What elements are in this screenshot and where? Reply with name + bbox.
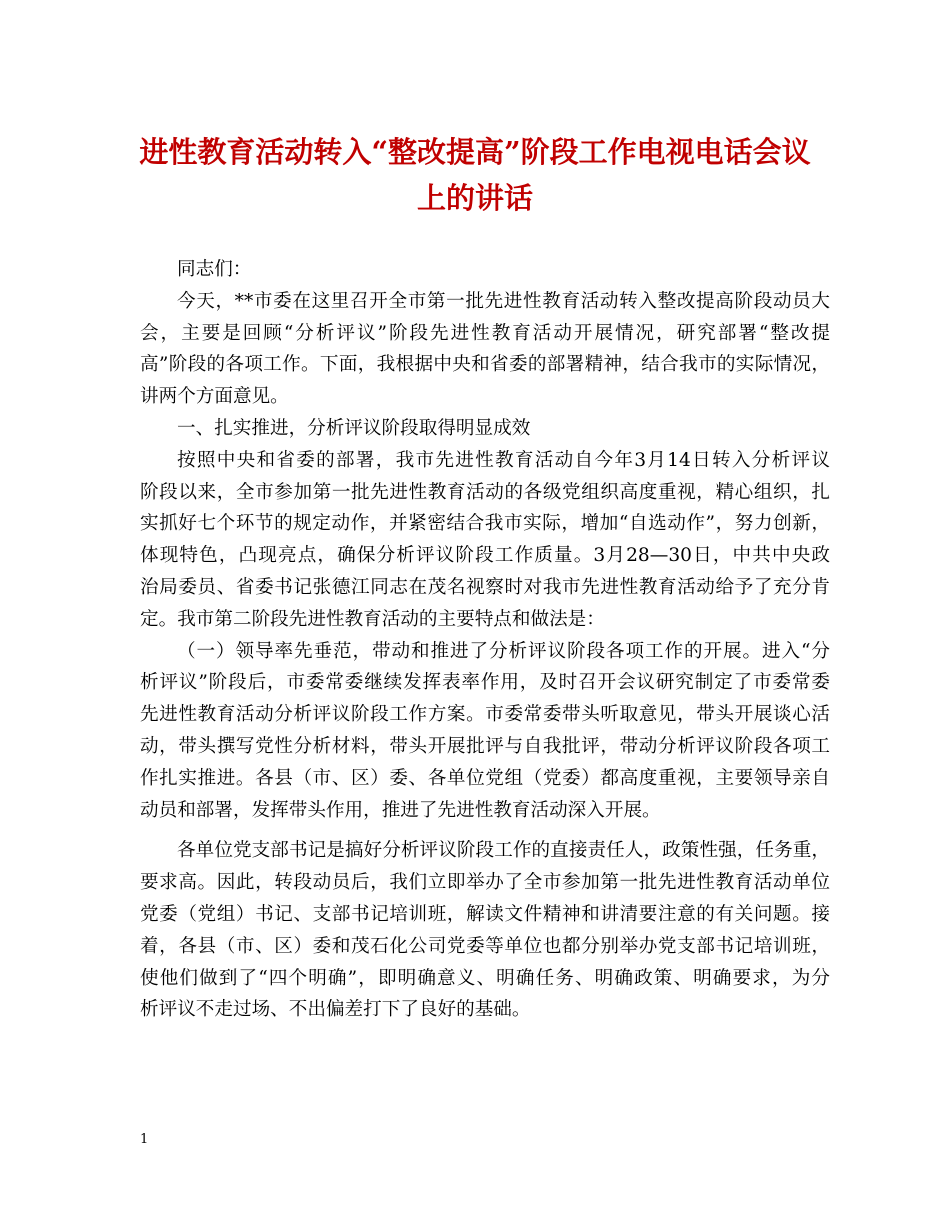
paragraph-2-line-1: 按照中央和省委的部署，我市先进性教育活动自今年3月14日转入分析评议 (177, 449, 830, 471)
paragraph-1-line-4: 讲两个方面意见。 (140, 386, 289, 408)
paragraph-3-line-1: （一）领导率先垂范，带动和推进了分析评议阶段各项工作的开展。进入“分 (177, 640, 830, 662)
paragraph-4-line-2: 要求高。因此，转段动员后，我们立即举办了全市参加第一批先进性教育活动单位 (140, 872, 830, 894)
paragraph-3-line-5: 作扎实推进。各县（市、区）委、各单位党组（党委）都高度重视，主要领导亲自 (140, 767, 830, 789)
document-title-line-2: 上的讲话 (416, 181, 533, 215)
paragraph-3-line-2: 析评议”阶段后，市委常委继续发挥表率作用，及时召开会议研究制定了市委常委 (140, 672, 830, 694)
paragraph-2-line-3: 实抓好七个环节的规定动作，并紧密结合我市实际，增加“自选动作”，努力创新， (140, 513, 830, 535)
paragraph-4-line-6: 析评议不走过场、不出偏差打下了良好的基础。 (140, 999, 531, 1021)
paragraph-2-line-2: 阶段以来，全市参加第一批先进性教育活动的各级党组织高度重视，精心组织，扎 (140, 481, 830, 503)
paragraph-4-line-5: 使他们做到了“四个明确”，即明确意义、明确任务、明确政策、明确要求，为分 (140, 967, 830, 989)
document-title-line-1: 进性教育活动转入“整改提高”阶段工作电视电话会议 (139, 135, 811, 169)
paragraph-2-line-4: 体现特色，凸现亮点，确保分析评议阶段工作质量。3月28—30日，中共中央政 (140, 545, 830, 567)
paragraph-2-line-5: 治局委员、省委书记张德江同志在茂名视察时对我市先进性教育活动给予了充分肯 (140, 576, 830, 598)
paragraph-2-line-6: 定。我市第二阶段先进性教育活动的主要特点和做法是： (140, 608, 605, 630)
paragraph-1-line-1: 今天，**市委在这里召开全市第一批先进性教育活动转入整改提高阶段动员大 (177, 290, 830, 312)
page-number: 1 (140, 1132, 149, 1147)
paragraph-1-line-2: 会，主要是回顾“分析评议”阶段先进性教育活动开展情况，研究部署“整改提 (140, 322, 830, 344)
paragraph-3-line-3: 先进性教育活动分析评议阶段工作方案。市委常委带头听取意见，带头开展谈心活 (140, 704, 830, 726)
paragraph-4-line-4: 着，各县（市、区）委和茂石化公司党委等单位也都分别举办党支部书记培训班， (140, 935, 830, 957)
paragraph-3-line-6: 动员和部署，发挥带头作用，推进了先进性教育活动深入开展。 (140, 799, 661, 821)
salutation: 同志们： (177, 259, 252, 280)
paragraph-3-line-4: 动，带头撰写党性分析材料，带头开展批评与自我批评，带动分析评议阶段各项工 (140, 735, 830, 757)
section-heading-1: 一、扎实推进，分析评议阶段取得明显成效 (177, 417, 531, 439)
document-body (140, 254, 830, 1026)
paragraph-1-line-3: 高”阶段的各项工作。下面，我根据中央和省委的部署精神，结合我市的实际情况， (140, 354, 830, 376)
paragraph-4-line-3: 党委（党组）书记、支部书记培训班，解读文件精神和讲清要注意的有关问题。接 (140, 903, 830, 925)
paragraph-4-line-1: 各单位党支部书记是搞好分析评议阶段工作的直接责任人，政策性强，任务重， (177, 840, 830, 862)
